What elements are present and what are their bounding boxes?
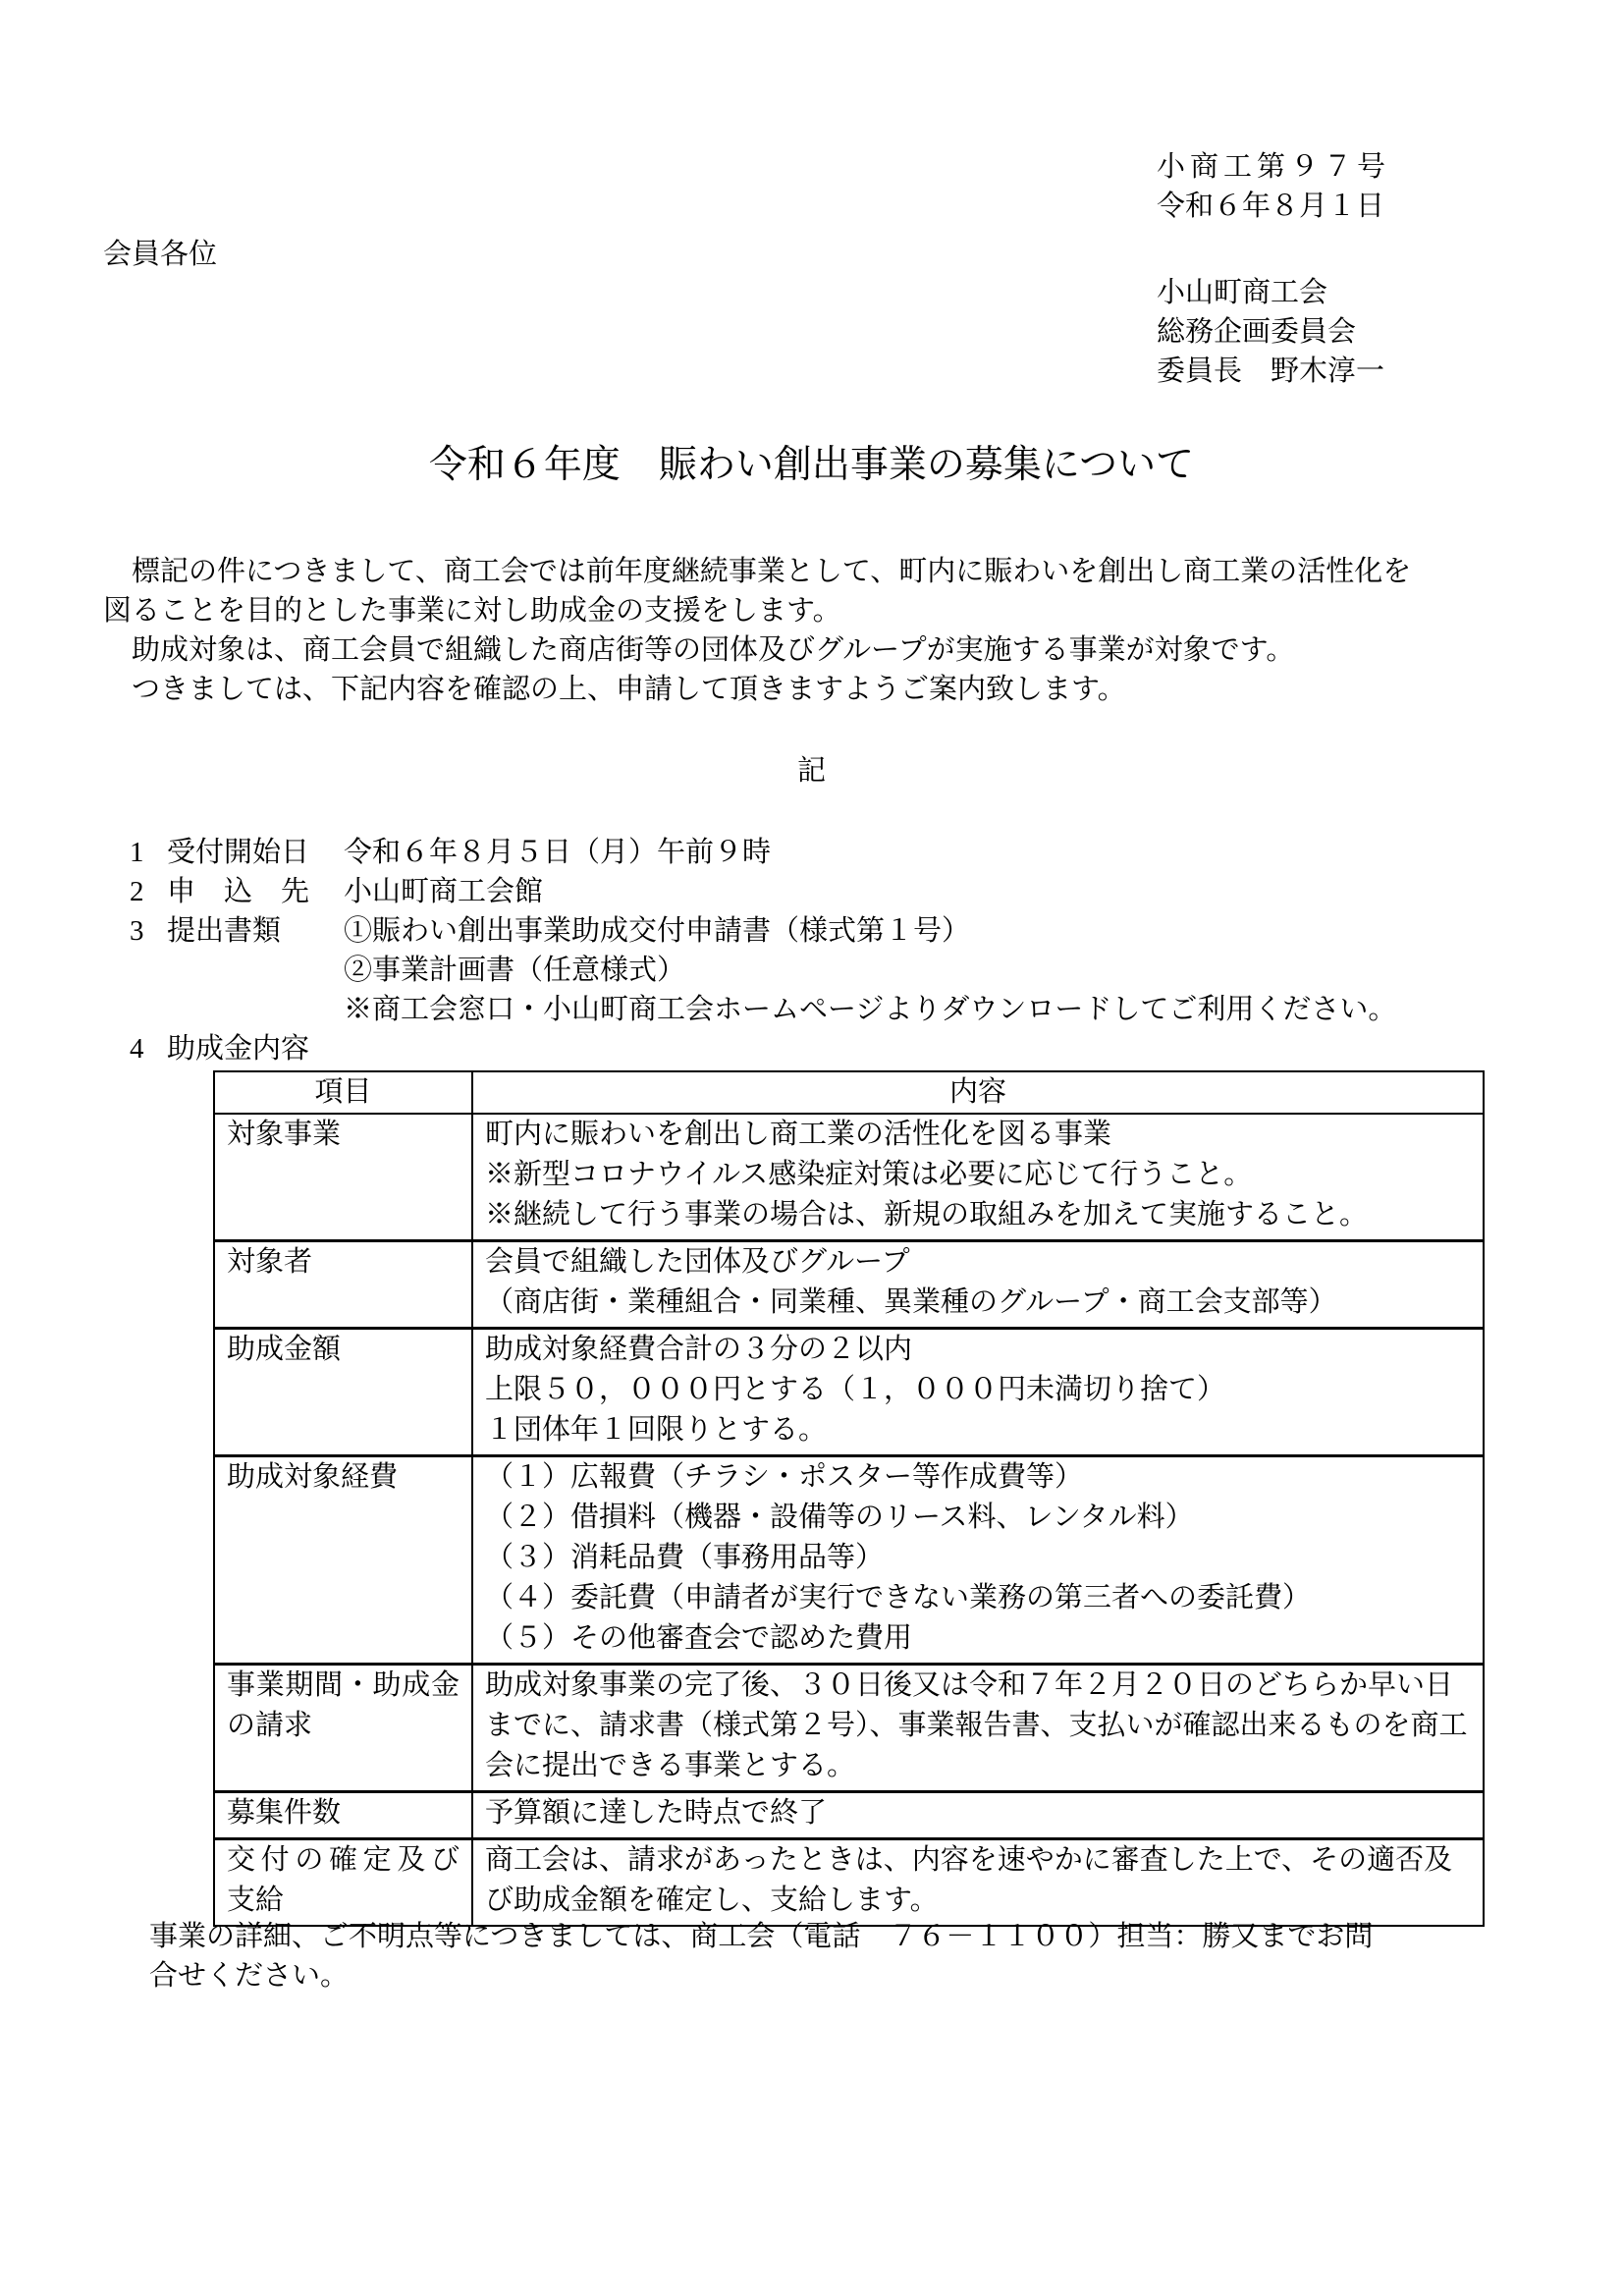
content-line: 町内に賑わいを創出し商工業の活性化を図る事業 — [485, 1119, 1112, 1150]
sender-org: 小山町商工会 — [1157, 277, 1328, 308]
item-value — [344, 911, 1396, 1029]
item-cell-line: 対象者 — [227, 1246, 313, 1278]
content-line: 予算額に達した時点で終了 — [485, 1797, 828, 1829]
list-item — [130, 833, 1396, 872]
row-content-cell — [472, 1839, 1484, 1927]
item-cell-line: 助成金額 — [227, 1334, 342, 1365]
content-line: 商工会は、請求があったときは、内容を速やかに審査した上で、その適否及び助成金額を確定し、支給します。 — [485, 1844, 1453, 1916]
table-header-item: 項目 — [214, 1071, 472, 1114]
item-label: 受付開始日 — [167, 837, 310, 868]
item-label: 提出書類 — [167, 915, 282, 947]
item-cell-line: 支給 — [227, 1885, 285, 1916]
item-value-line: ※商工会窓口・小山町商工会ホームページよりダウンロードしてご利用ください。 — [344, 994, 1397, 1025]
sender-committee: 総務企画委員会 — [1157, 316, 1357, 348]
item-number: 4 — [130, 1033, 144, 1065]
table-row — [214, 1329, 1484, 1456]
row-item-cell — [214, 1456, 472, 1665]
list-item — [130, 872, 1396, 911]
list-item — [130, 1029, 1396, 1068]
sender-block — [1157, 147, 1390, 391]
intro-block — [103, 552, 1537, 709]
content-line: ※継続して行う事業の場合は、新規の取組みを加えて実施すること。 — [485, 1199, 1369, 1230]
content-line: （商店街・業種組合・同業種、異業種のグループ・商工会支部等） — [485, 1286, 1337, 1318]
subsidy-table — [213, 1070, 1485, 1927]
row-content-cell — [472, 1792, 1484, 1839]
row-content-cell — [472, 1329, 1484, 1456]
row-content-cell — [472, 1456, 1484, 1665]
issue-date: 令和６年８月１日 — [1157, 191, 1385, 222]
row-content-cell — [472, 1665, 1484, 1792]
item-value — [344, 833, 771, 872]
item-value-line: 小山町商工会館 — [344, 876, 544, 907]
item-value-line: ②事業計画書（任意様式） — [344, 955, 686, 986]
row-item-cell — [214, 1114, 472, 1241]
table-row — [214, 1241, 1484, 1329]
intro-line: つきましては、下記内容を確認の上、申請して頂きますようご案内致します。 — [103, 674, 1126, 705]
item-cell-line: 助成対象経費 — [227, 1461, 399, 1493]
ki-marker: 記 — [796, 755, 826, 787]
content-line: ※新型コロナウイルス感染症対策は必要に応じて行うこと。 — [485, 1159, 1253, 1190]
page-title: 令和６年度 賑わい創出事業の募集について — [428, 444, 1195, 486]
item-cell-line: 募集件数 — [227, 1797, 342, 1829]
list-item — [130, 911, 1396, 1029]
subsidy-table-body — [214, 1114, 1484, 1926]
table-header-row — [214, 1071, 1484, 1114]
item-label: 助成金内容 — [167, 1033, 310, 1065]
doc-number: 小商工第９７号 — [1157, 151, 1391, 183]
table-header-content: 内容 — [472, 1071, 1484, 1114]
content-line: （４）委託費（申請者が実行できない業務の第三者への委託費） — [485, 1582, 1312, 1613]
footer-note — [149, 1917, 1524, 1995]
item-number: 2 — [130, 876, 144, 907]
table-row — [214, 1792, 1484, 1839]
item-cell-line: 事業期間・助成金 — [227, 1669, 460, 1701]
intro-line: 標記の件につきまして、商工会では前年度継続事業として、町内に賑わいを創出し商工業の活性化を — [103, 556, 1412, 587]
table-row — [214, 1665, 1484, 1792]
recipient: 会員各位 — [103, 239, 218, 270]
row-item-cell — [214, 1329, 472, 1456]
item-label: 申 込 先 — [167, 876, 310, 907]
table-row — [214, 1839, 1484, 1927]
intro-line: 図ることを目的とした事業に対し助成金の支援をします。 — [103, 595, 841, 627]
row-content-cell — [472, 1241, 1484, 1329]
item-value-line: 令和６年８月５日（月）午前９時 — [344, 837, 772, 868]
row-item-cell — [214, 1792, 472, 1839]
row-item-cell — [214, 1665, 472, 1792]
intro-line: 助成対象は、商工会員で組織した商店街等の団体及びグループが実施する事業が対象です。 — [103, 634, 1295, 666]
content-line: （２）借損料（機器・設備等のリース料、レンタル料） — [485, 1502, 1194, 1533]
item-cell-line: 交付の確定及び — [227, 1844, 460, 1876]
item-number: 1 — [130, 837, 144, 868]
row-item-cell — [214, 1839, 472, 1927]
content-line: 助成対象事業の完了後、３０日後又は令和７年２月２０日のどちらか早い日までに、請求書（様式第２号）、事業報告書、支払いが確認出来るものを商工会に提出できる事業とする。 — [485, 1669, 1468, 1781]
content-line: （３）消耗品費（事務用品等） — [485, 1542, 885, 1573]
footer-line: 事業の詳細、ご不明点等につきましては、商工会（電話 ７６－１１００）担当：勝又までお問 — [149, 1921, 1374, 1952]
footer-line: 合せください。 — [149, 1960, 350, 1992]
content-line: （５）その他審査会で認めた費用 — [485, 1622, 913, 1654]
row-item-cell — [214, 1241, 472, 1329]
content-line: （１）広報費（チラシ・ポスター等作成費等） — [485, 1461, 1084, 1493]
content-line: １団体年１回限りとする。 — [485, 1414, 828, 1446]
row-content-cell — [472, 1114, 1484, 1241]
content-line: 会員で組織した団体及びグループ — [485, 1246, 910, 1278]
table-row — [214, 1114, 1484, 1241]
table-row — [214, 1456, 1484, 1665]
numbered-list — [130, 833, 1396, 1068]
content-line: 上限５０，０００円とする（１，０００円未満切り捨て） — [485, 1374, 1226, 1405]
item-cell-line: 対象事業 — [227, 1119, 342, 1150]
item-value — [344, 872, 543, 911]
item-value-line: ①賑わい創出事業助成交付申請書（様式第１号） — [344, 915, 971, 947]
item-cell-line: の請求 — [227, 1710, 313, 1741]
content-line: 助成対象経費合計の３分の２以内 — [485, 1334, 913, 1365]
sender-chair: 委員長 野木淳一 — [1157, 355, 1385, 387]
item-number: 3 — [130, 915, 144, 947]
